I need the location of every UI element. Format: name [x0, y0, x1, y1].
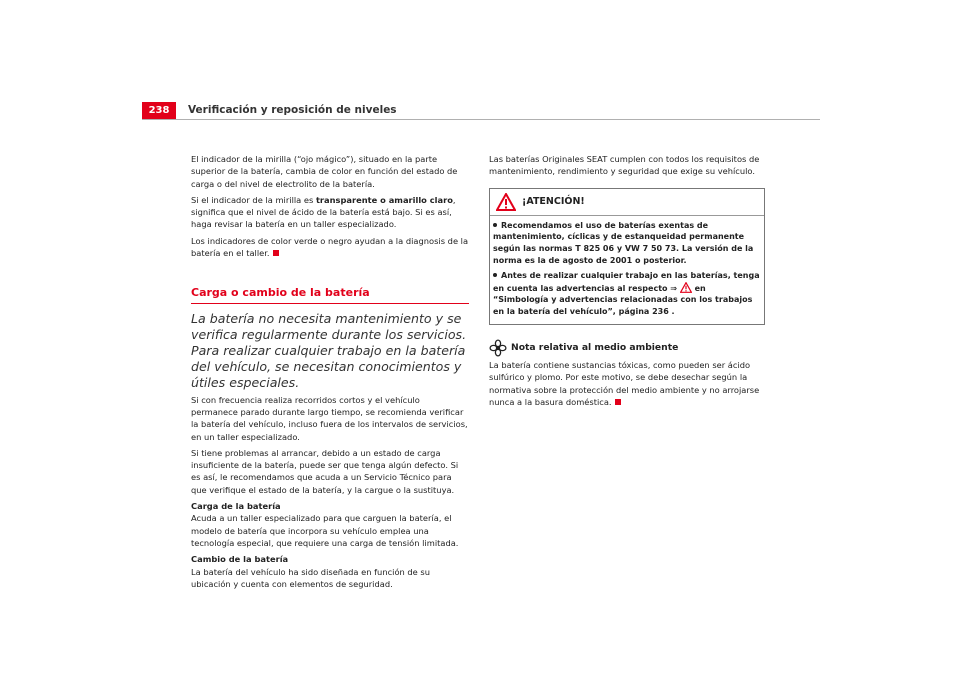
change-text: La batería del vehículo ha sido diseñada en función de su ubicación y cuenta con elementos de seguridad. — [191, 566, 431, 589]
bullet-dot-icon — [493, 273, 497, 277]
environment-note-text: La batería contiene sustancias tóxicas, como pueden ser ácido sulfúrico y plomo. Por este motivo, se debe desechar según la normativa sobre la protección del medio ambiente y no arrojarse nunca a la basura doméstica. — [489, 359, 760, 407]
environment-note-header — [489, 339, 765, 357]
change-heading: Cambio de la batería — [191, 554, 289, 565]
charge-heading: Carga de la batería — [191, 501, 281, 512]
charge-text: Acuda a un taller especializado para que carguen la batería, el modelo de batería que incorpora su vehículo emplea una tecnología especial, que requiere una carga de tensión limitada. — [191, 513, 459, 548]
paragraph-short-trips: Si con frecuencia realiza recorridos cortos y el vehículo permanece parado durante largo tiempo, se recomienda verificar la batería del vehículo, incluso fuera de los intervalos de servicios, en un taller especializado. — [191, 394, 468, 442]
section-heading: Carga o cambio de la batería — [191, 287, 469, 303]
environment-note-title: Nota relativa al medio ambiente — [511, 341, 679, 353]
paragraph-sight-glass: El indicador de la mirilla (“ojo mágico”), situado en la parte superior de la batería, cambia de color en función del estado de carga o del nivel de electrolito de la batería. — [191, 154, 458, 189]
warning-title: ¡ATENCIÓN! — [522, 195, 585, 207]
paragraph-indicators: Los indicadores de color verde o negro ayudan a la diagnosis de la batería en el taller. — [191, 235, 469, 259]
warning-body — [490, 216, 764, 324]
environment-flower-icon — [489, 339, 507, 357]
warning-triangle-icon — [680, 282, 692, 293]
section-intro: La batería no necesita mantenimiento y se verifica regularmente durante los servicios. Para realizar cualquier trabajo en la batería del vehículo, se necesitan conocimientos y útiles especiales. — [191, 310, 467, 390]
end-mark-icon — [615, 399, 621, 405]
right-column — [489, 153, 765, 412]
page-header — [142, 102, 820, 120]
bullet-dot-icon — [493, 223, 497, 227]
paragraph-start-problems: Si tiene problemas al arrancar, debido a un estado de carga insuficiente de la batería, puede ser que tenga algún defecto. Si es así, le recomendamos que acuda a un Servicio Técnico para que verifique el estado de la batería, y la cargue o la sustituya. — [191, 447, 459, 495]
left-column — [191, 153, 469, 594]
warning-triangle-icon — [496, 193, 516, 211]
paragraph-original-batteries: Las baterías Originales SEAT cumplen con todos los requisitos de mantenimiento, rendimiento y seguridad que exige su vehículo. — [489, 154, 760, 177]
warning-header — [490, 189, 764, 216]
warning-bullet: Antes de realizar cualquier trabajo en las baterías, tenga en cuenta las advertencias al respecto ⇒ en “Simbología y advertencias relacionadas con los trabajos en la batería del vehículo”, página 236 . — [493, 270, 760, 317]
page-number: 238 — [142, 102, 176, 119]
page-title: Verificación y reposición de niveles — [188, 104, 397, 116]
paragraph-transparent: Si el indicador de la mirilla es transparente o amarillo claro, significa que el nivel de ácido de la batería está bajo. Si es así, haga revisar la batería en un taller especializado. — [191, 194, 456, 230]
end-mark-icon — [273, 250, 279, 256]
warning-box — [489, 188, 765, 325]
warning-bullet: Recomendamos el uso de baterías exentas de mantenimiento, cíclicas y de estanqueidad permanente según las normas T 825 06 y VW 7 50 73. La versión de la norma es la de agosto de 2001 o posterior. — [493, 220, 754, 265]
